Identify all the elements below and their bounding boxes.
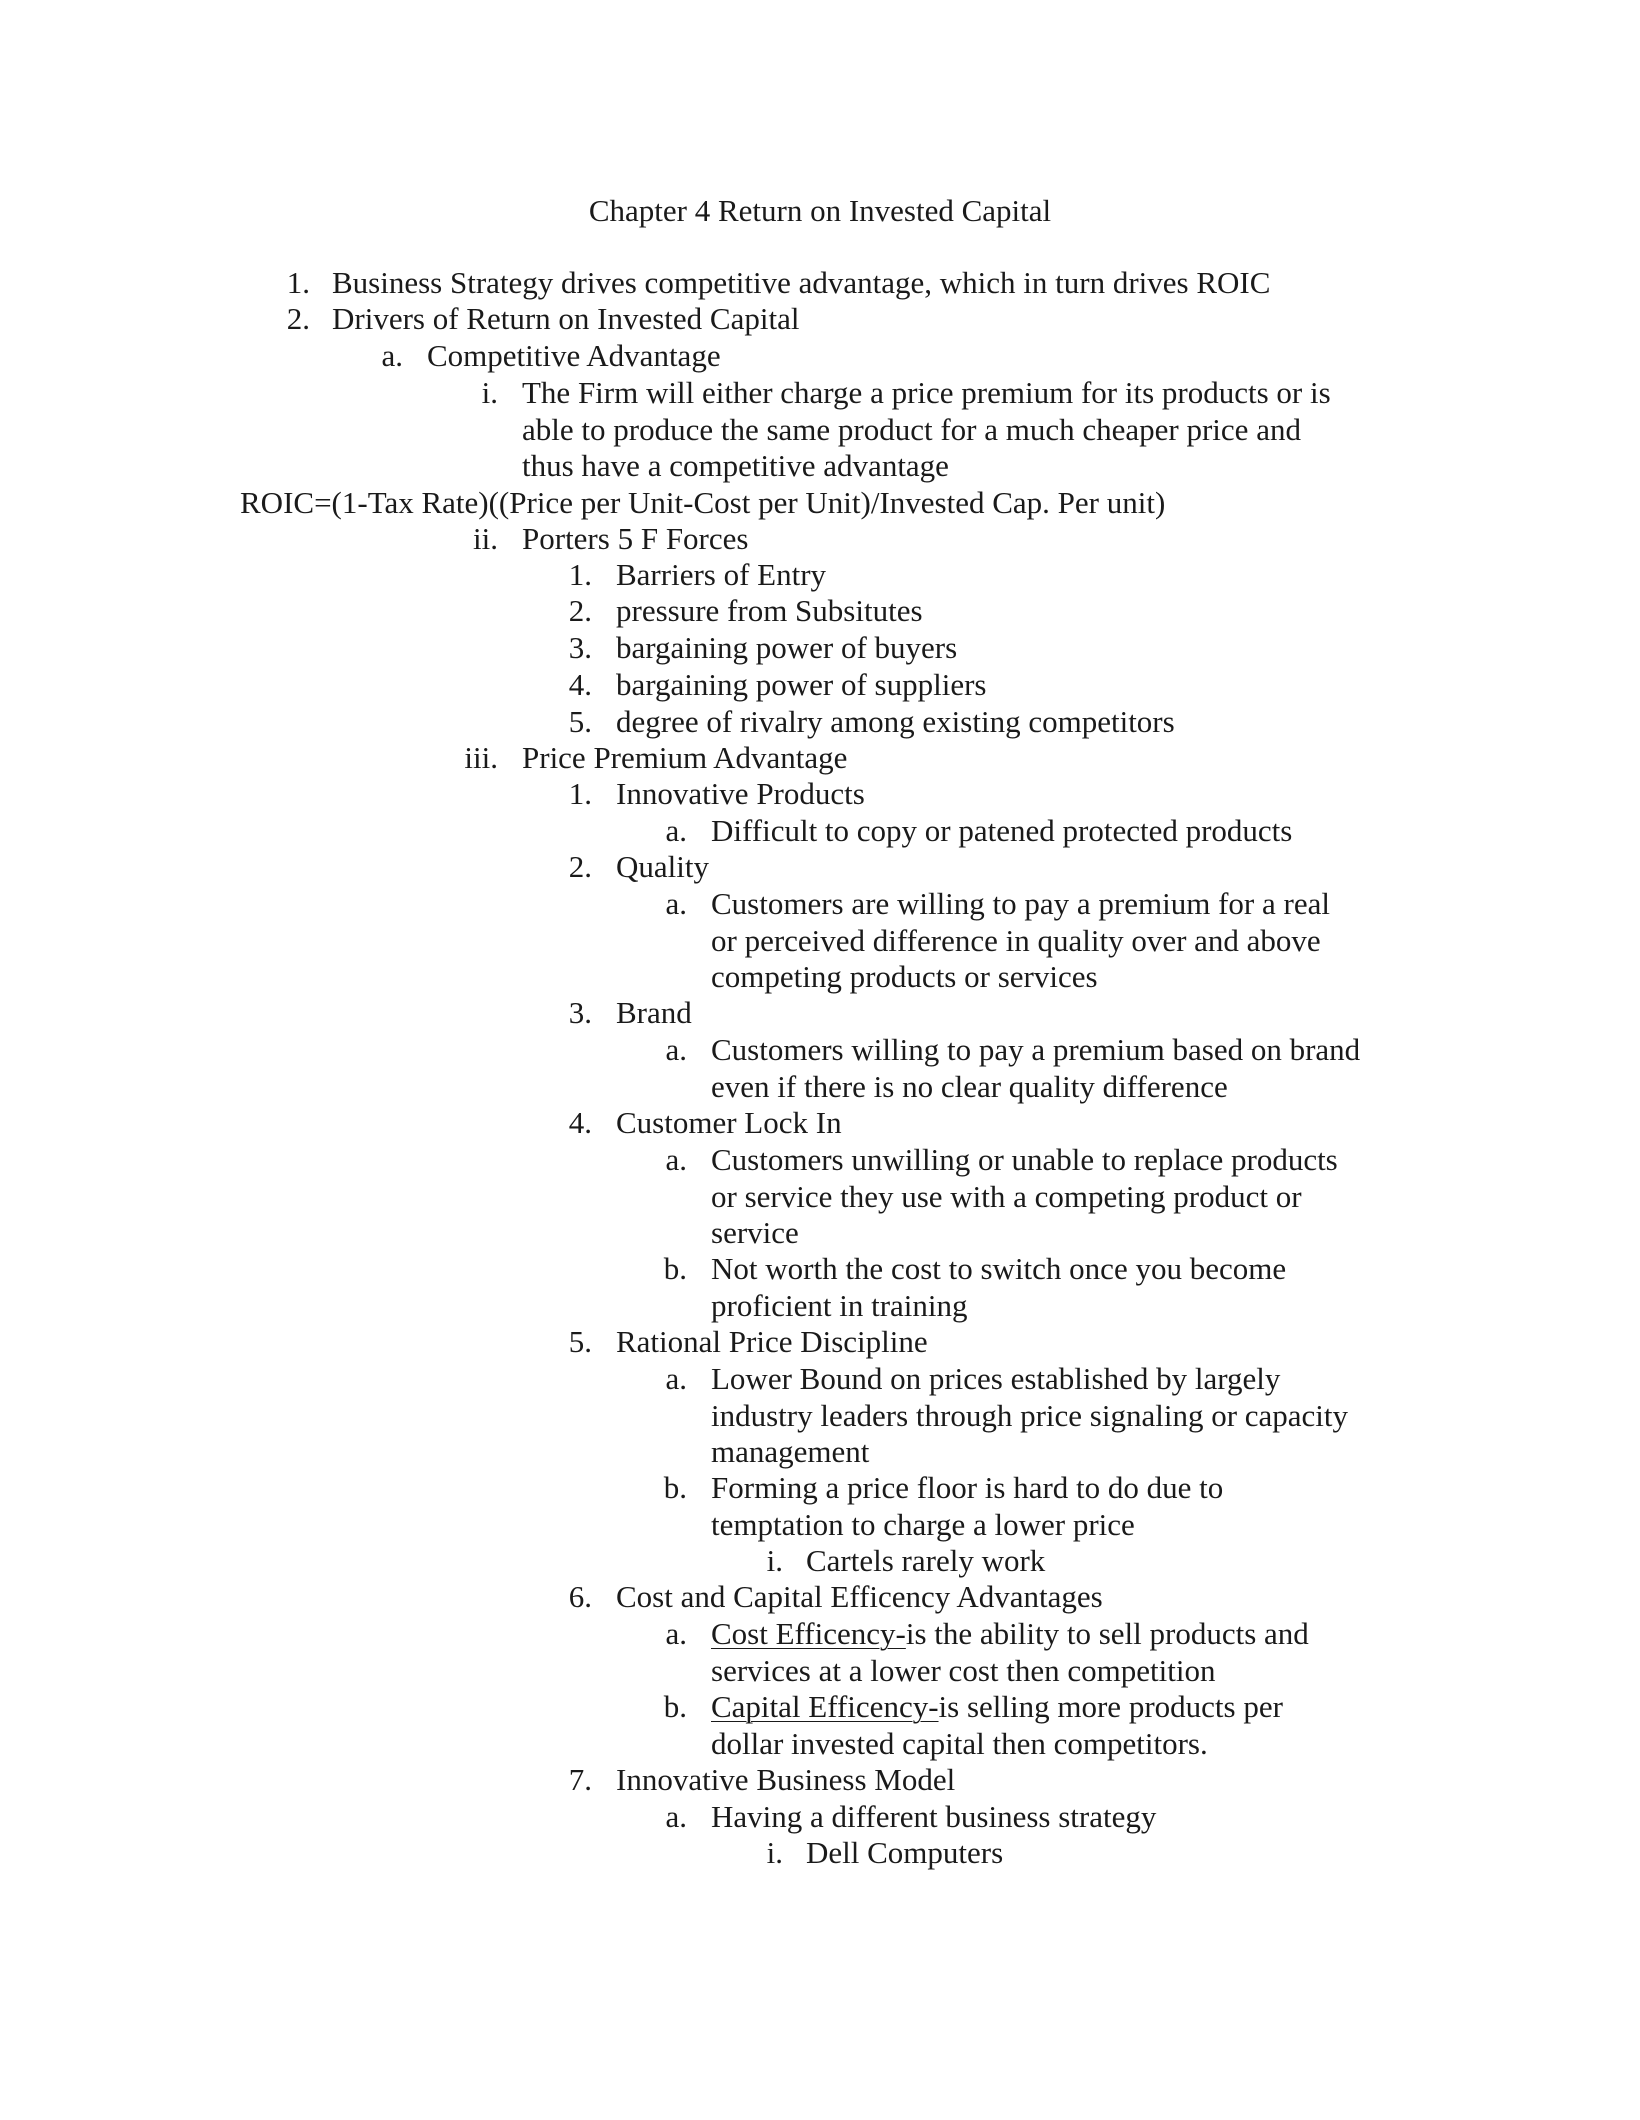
list-item-text: Cartels rarely work	[806, 1543, 1046, 1578]
list-marker: a.	[665, 1799, 687, 1834]
list-item-text: Innovative Business Model	[616, 1762, 956, 1797]
list-marker: a.	[381, 338, 403, 373]
list-item-text: Business Strategy drives competitive advantage, which in turn drives ROIC	[332, 265, 1271, 300]
list-item-text: The Firm will either charge a price premium for its products or is	[522, 375, 1331, 410]
list-marker: a.	[665, 813, 687, 848]
list-item-text	[711, 1688, 1283, 1725]
defined-term: Capital Efficency-	[711, 1689, 939, 1724]
list-marker: 1.	[568, 557, 592, 592]
list-item-text: Price Premium Advantage	[522, 740, 848, 775]
list-item-text: Forming a price floor is hard to do due to	[711, 1470, 1224, 1505]
list-item-text: bargaining power of buyers	[616, 630, 958, 665]
list-item-text: thus have a competitive advantage	[522, 448, 949, 484]
list-marker: iii.	[464, 740, 498, 775]
list-item-text: Competitive Advantage	[427, 338, 721, 373]
list-item-text: pressure from Subsitutes	[616, 593, 923, 628]
list-item-text: or perceived difference in quality over and above	[711, 922, 1321, 958]
list-item-text: services at a lower cost then competition	[711, 1652, 1216, 1688]
list-marker: a.	[665, 1361, 687, 1396]
list-marker: 2.	[286, 301, 310, 336]
list-marker: 3.	[568, 995, 592, 1030]
list-item-text: Not worth the cost to switch once you become	[711, 1251, 1287, 1286]
list-item-text: Cost and Capital Efficency Advantages	[616, 1579, 1103, 1614]
list-item-text: dollar invested capital then competitors.	[711, 1725, 1208, 1761]
defined-term: Cost Efficency-	[711, 1616, 906, 1651]
list-marker: a.	[665, 886, 687, 921]
list-marker: 7.	[568, 1762, 592, 1797]
list-marker: ii.	[473, 521, 498, 556]
list-marker: i.	[766, 1543, 783, 1578]
list-item-text: Customers unwilling or unable to replace products	[711, 1142, 1338, 1177]
list-marker: 2.	[568, 593, 592, 628]
list-item-text: or service they use with a competing product or	[711, 1178, 1302, 1214]
list-item-text: management	[711, 1434, 870, 1470]
list-item-text: Dell Computers	[806, 1835, 1004, 1870]
roic-formula: ROIC=(1-Tax Rate)((Price per Unit-Cost per Unit)/Invested Cap. Per unit)	[240, 485, 1166, 520]
list-marker: b.	[663, 1251, 687, 1286]
list-item-text: Barriers of Entry	[616, 557, 827, 592]
list-marker: b.	[663, 1689, 687, 1724]
list-marker: a.	[665, 1616, 687, 1651]
list-marker: i.	[766, 1835, 783, 1870]
list-item-text: Innovative Products	[616, 776, 865, 811]
list-item-text: proficient in training	[711, 1287, 968, 1323]
list-item-text: industry leaders through price signaling or capacity	[711, 1397, 1349, 1433]
list-item-text	[711, 1615, 1309, 1652]
list-item-text: Lower Bound on prices established by largely	[711, 1361, 1281, 1396]
list-item-text: temptation to charge a lower price	[711, 1506, 1135, 1542]
list-marker: 6.	[568, 1579, 592, 1614]
list-marker: a.	[665, 1032, 687, 1067]
list-item-text: service	[711, 1215, 799, 1251]
list-marker: 2.	[568, 849, 592, 884]
list-item-text: Porters 5 F Forces	[522, 521, 749, 556]
definition-text: is selling more products per	[938, 1689, 1283, 1724]
list-marker: 3.	[568, 630, 592, 665]
list-marker: i.	[481, 375, 498, 410]
list-marker: 1.	[286, 265, 310, 300]
list-marker: 1.	[568, 776, 592, 811]
list-marker: 5.	[568, 704, 592, 739]
list-marker: b.	[663, 1470, 687, 1505]
list-marker: 5.	[568, 1324, 592, 1359]
list-item-text: degree of rivalry among existing competitors	[616, 704, 1175, 739]
list-item-text: Customers are willing to pay a premium for a real	[711, 886, 1330, 921]
list-item-text: Customer Lock In	[616, 1105, 842, 1140]
list-item-text: Brand	[616, 995, 692, 1030]
list-item-text: even if there is no clear quality difference	[711, 1068, 1228, 1104]
list-item-text: Having a different business strategy	[711, 1799, 1157, 1834]
page-title: Chapter 4 Return on Invested Capital	[588, 193, 1052, 228]
list-marker: a.	[665, 1142, 687, 1177]
list-item-text: Difficult to copy or patened protected products	[711, 813, 1293, 848]
list-marker: 4.	[568, 667, 592, 702]
list-item-text: Drivers of Return on Invested Capital	[332, 301, 800, 336]
list-item-text: Rational Price Discipline	[616, 1324, 928, 1359]
list-item-text: bargaining power of suppliers	[616, 667, 987, 702]
list-item-text: Customers willing to pay a premium based on brand	[711, 1032, 1361, 1067]
list-marker: 4.	[568, 1105, 592, 1140]
definition-text: is the ability to sell products and	[905, 1616, 1309, 1651]
list-item-text: Quality	[616, 849, 709, 884]
list-item-text: competing products or services	[711, 959, 1098, 995]
list-item-text: able to produce the same product for a much cheaper price and	[522, 411, 1301, 447]
